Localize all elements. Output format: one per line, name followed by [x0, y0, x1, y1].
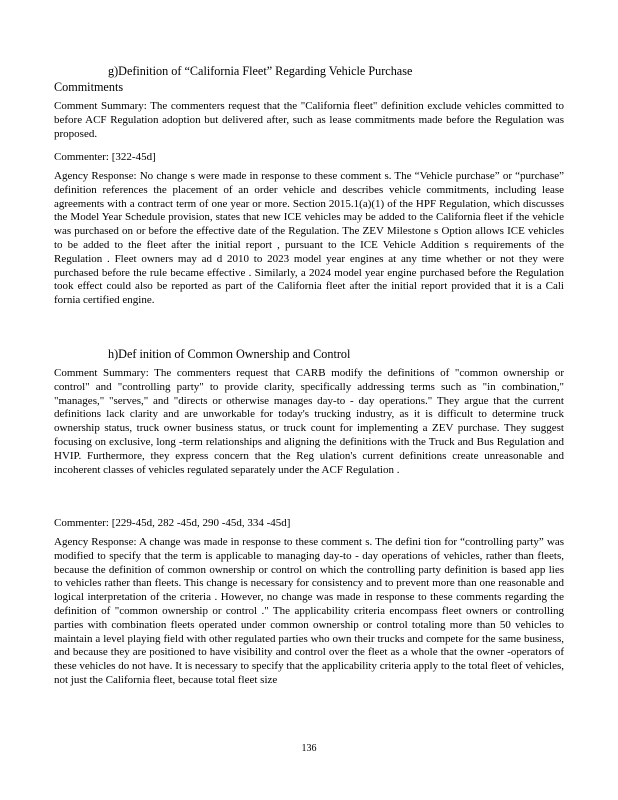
section-h-commenter: Commenter: [229-45d, 282 -45d, 290 -45d, 334 -45d]	[54, 517, 291, 529]
section-h-heading	[54, 346, 564, 362]
section-h-comment-summary: Comment Summary: The commenters request that CARB modify the definitions of "common ownership or control" and "controlling party" to provide clarity, specifically addressing terms such as "in combination," "manages," "serves," and "directs or otherwise manages day-to - day operations." They argue that the current definitions lack clarity and are unworkable for today's trucking industry, as it is difficult to determine truck ownership status, truck owner business status, or truck count for implementing a ZEV purchase. They suggest focusing on exclusive, long -term relationships and aligning the definitions with the Truck and Bus Regulation and HVIP. Furthermore, they express concern that the Reg ulation's current definitions create unreasonable and incoherent classes of vehicles regulated separately under the ACF Regulation .	[54, 367, 564, 476]
section-g-heading-line2: Commitments	[54, 80, 124, 94]
section-h-heading-line1: h)Def inition of Common Ownership and Control	[108, 347, 351, 361]
section-g-heading	[54, 63, 564, 95]
section-g-heading-line1: g)Definition of “California Fleet” Regarding Vehicle Purchase	[108, 64, 413, 78]
page-number: 136	[301, 743, 317, 754]
section-g-commenter: Commenter: [322-45d]	[54, 151, 156, 163]
section-g-comment-summary: Comment Summary: The commenters request that the "California fleet" definition exclude vehicles committed to before ACF Regulation adoption but delivered after, such as lease commitments made before the Regulation was proposed.	[54, 100, 564, 140]
section-h-agency-response: Agency Response: A change was made in response to these comment s. The defini tion for “controlling party” was modified to specify that the term is applicable to managing day-to - day operations of vehicles, rather than fleets, because the definition of common ownership or control on which the controlling party definition is based app lies to vehicles rather than fleets. This change is necessary for consistency and to prevent more than one reasonable and logical interpretation of the criteria . However, no change was made in response to these comments regarding the definition of "common ownership or control ." The applicability criteria encompass fleet owners or controlling parties with combination fleets operated under common ownership or control totaling more than 50 vehicles to maintain a level playing field with other regulated parties who own their trucks and compete for the same business, and because they are positioned to have visibility and control over the fleet as a whole that the owner -operators of these vehicles do not have. It is necessary to specify that the applicability criteria apply to the total fleet of vehicles, not just the California fleet, because total fleet size	[54, 536, 564, 686]
section-g-agency-response: Agency Response: No change s were made in response to these comment s. The “Vehicle purchase” or “purchase” definition references the placement of an order vehicle and describes vehicle commitments, including lease agreements with a contract term of one year or more. Section 2015.1(a)(1) of the HPF Regulation, which discusses the Model Year Schedule provision, states that new ICE vehicles may be added to the California fleet if the vehicle was purchased on or before the effective date of the Regulation. The ZEV Milestone s Option allows ICE vehicles to be added to the fleet after the initial report , pursuant to the ICE Vehicle Addition s requirements of the Regulation . Fleet owners may ad d 2010 to 2023 model year engines at any time whether or not they were purchased before the rule became effective . Similarly, a 2024 model year engine purchased before the Regulation took effect could also be reported as part of the California fleet after the initial report provided that it is a Cali fornia certified engine.	[54, 170, 564, 307]
